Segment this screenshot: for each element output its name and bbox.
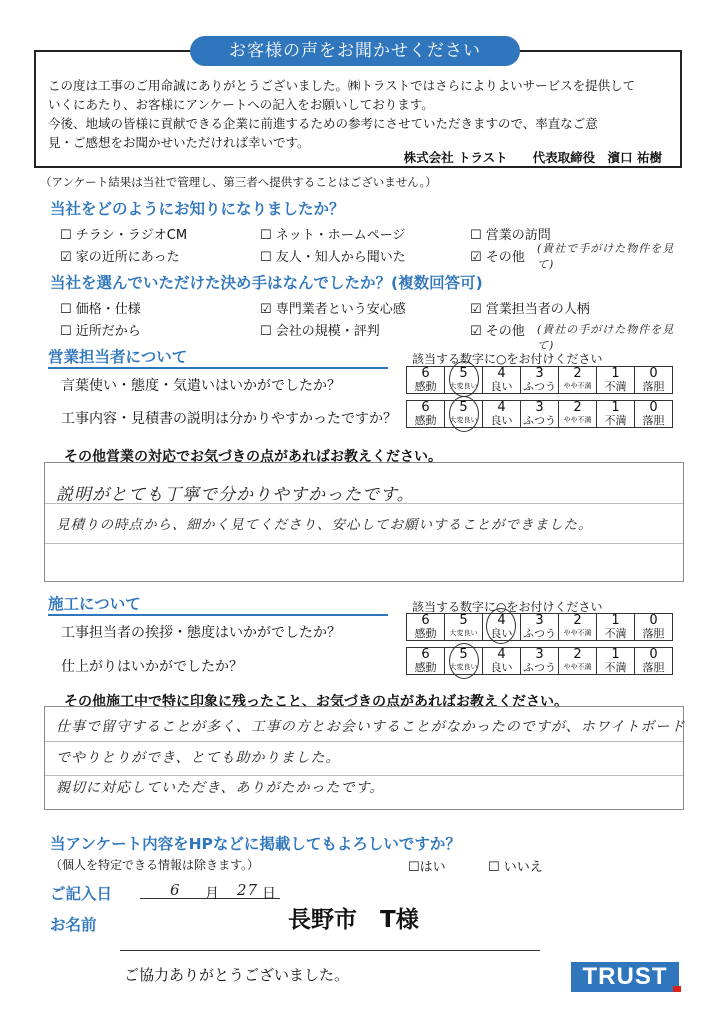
handwritten-comment: でやりとりができ、とても助かりました。 (56, 750, 341, 766)
rating-2[interactable]: 2 やや不満 (559, 401, 597, 428)
intro-text (48, 76, 673, 152)
rating-5[interactable]: 5 大変良い (445, 614, 483, 641)
option-web[interactable]: ☐ ネット・ホームページ (260, 228, 406, 243)
rating-1[interactable]: 1 不満 (597, 367, 635, 394)
rating-0[interactable]: 0 落胆 (635, 648, 673, 675)
question-sales-manner: 言葉使い・態度・気遣いはいかがでしたか？ (61, 378, 341, 394)
checkbox-icon: ☐ (60, 228, 72, 243)
checkbox-icon: ☐ (260, 228, 272, 243)
customer-name: 長野市 T様 (288, 907, 419, 933)
date-label: ご記入日 (50, 885, 113, 903)
rating-1[interactable]: 1 不満 (597, 648, 635, 675)
rating-3[interactable]: 3 ふつう (521, 401, 559, 428)
option-other[interactable]: ☑ その他 (470, 250, 525, 265)
rating-6[interactable]: 6 感動 (407, 401, 445, 428)
rating-table-sales-manner (406, 366, 673, 394)
rating-0[interactable]: 0 落胆 (635, 401, 673, 428)
rating-selected-circle (449, 361, 479, 397)
rating-2[interactable]: 2 やや不満 (559, 648, 597, 675)
intro-line: この度は工事のご用命誠にありがとうございました。㈱トラストではさらによりよいサービスを提供して (48, 78, 636, 93)
date-day-value: 27 (237, 881, 259, 899)
checkbox-icon: ☐ (408, 860, 420, 875)
privacy-note: （アンケート結果は当社で管理し、第三者へ提供することはございません。） (40, 175, 437, 189)
handwritten-comment: 親切に対応していただき、ありがたかったです。 (56, 780, 385, 796)
page-title: お客様の声をお聞かせください (190, 36, 520, 66)
option-reputation[interactable]: ☐ 会社の規模・評判 (260, 324, 380, 339)
rating-2[interactable]: 2 やや不満 (559, 614, 597, 641)
rating-3[interactable]: 3 ふつう (521, 648, 559, 675)
question-deciding-factor: 当社を選んでいただけた決め手はなんでしたか？(複数回答可) (50, 274, 483, 292)
handwritten-other-note: (貴社で手がけた物件を見て) (537, 242, 675, 271)
trust-logo: TRUST (571, 962, 679, 992)
rating-4[interactable]: 4 良い (483, 614, 521, 641)
handwritten-comment: 仕事で留守することが多く、工事の方とお会いすることがなかったのですが、ホワイトボード (56, 719, 686, 735)
rating-5[interactable]: 5 大変良い (445, 648, 483, 675)
question-sales-explain: 工事内容・見積書の説明は分かりやすかったですか？ (61, 411, 397, 427)
checkbox-icon: ☐ (470, 228, 482, 243)
checkbox-icon: ☐ (488, 860, 500, 875)
option-visit[interactable]: ☐ 営業の訪問 (470, 228, 551, 243)
rating-5[interactable]: 5 大変良い (445, 401, 483, 428)
publish-no-option[interactable]: ☐ いいえ (488, 860, 543, 875)
checked-checkbox-icon: ☑ (470, 250, 482, 265)
question-construction-finish: 仕上がりはいかがでしたか？ (61, 659, 243, 675)
date-month-value: 6 (170, 881, 181, 899)
rating-0[interactable]: 0 落胆 (635, 614, 673, 641)
name-underline (120, 950, 540, 951)
thanks-message: ご協力ありがとうございました。 (124, 966, 350, 984)
rating-6[interactable]: 6 感動 (407, 614, 445, 641)
handwritten-comment: 見積りの時点から、細かく見てくださり、安心してお願いすることができました。 (56, 517, 593, 533)
rating-1[interactable]: 1 不満 (597, 401, 635, 428)
signature: 株式会社 トラスト 代表取締役 濱口 祐樹 (403, 150, 662, 165)
intro-line: 見・ご感想をお聞かせいただければ幸いです。 (48, 135, 310, 150)
construction-other-prompt: その他施工中で特に印象に残ったこと、お気づきの点があればお教えください。 (64, 694, 568, 710)
rating-selected-circle (486, 608, 516, 644)
option-price[interactable]: ☐ 価格・仕様 (60, 302, 141, 317)
intro-line: いくにあたり、お客様にアンケートへの記入をお願いしております。 (48, 97, 434, 112)
logo-accent (673, 986, 681, 992)
rating-6[interactable]: 6 感動 (407, 648, 445, 675)
day-unit: 日 (262, 886, 276, 902)
section-sales-title: 営業担当者について (48, 345, 388, 369)
rating-4[interactable]: 4 良い (483, 401, 521, 428)
publish-yes-option[interactable]: ☐はい (408, 860, 446, 875)
rating-table-sales-explain (406, 400, 673, 428)
rating-selected-circle (449, 396, 479, 432)
rating-6[interactable]: 6 感動 (407, 367, 445, 394)
rating-selected-circle (449, 643, 479, 679)
rating-4[interactable]: 4 良い (483, 648, 521, 675)
option-friend[interactable]: ☐ 友人・知人から聞いた (260, 250, 406, 265)
name-label: お名前 (50, 916, 97, 934)
rating-0[interactable]: 0 落胆 (635, 367, 673, 394)
question-construction-manner: 工事担当者の挨拶・態度はいかがでしたか？ (61, 625, 341, 641)
checkbox-icon: ☐ (60, 302, 72, 317)
rating-3[interactable]: 3 ふつう (521, 367, 559, 394)
intro-line: 今後、地域の皆様に貢献できる企業に前進するための参考にさせていただきますので、率直なご意 (48, 116, 598, 131)
rating-instruction: 該当する数字に○をお付けください (412, 352, 603, 366)
checked-checkbox-icon: ☑ (260, 302, 272, 317)
rating-5[interactable]: 5 大変良い (445, 367, 483, 394)
month-unit: 月 (205, 886, 219, 902)
question-how-known: 当社をどのようにお知りになりましたか？ (50, 200, 345, 218)
question-publish: 当アンケート内容をHPなどに掲載してもよろしいですか？ (50, 835, 461, 853)
rating-instruction: 該当する数字に○をお付けください (412, 600, 603, 614)
handwritten-other-note: (貴社の手がけた物件を見て) (537, 323, 675, 352)
option-nearby[interactable]: ☑ 家の近所にあった (60, 250, 180, 265)
rating-4[interactable]: 4 良い (483, 367, 521, 394)
checkbox-icon: ☐ (260, 250, 272, 265)
checked-checkbox-icon: ☑ (60, 250, 72, 265)
rating-3[interactable]: 3 ふつう (521, 614, 559, 641)
rating-table-construction-manner (406, 613, 673, 641)
publish-note: （個人を特定できる情報は除きます。） (50, 858, 260, 872)
option-near[interactable]: ☐ 近所だから (60, 324, 141, 339)
option-other-2[interactable]: ☑ その他 (470, 324, 525, 339)
checked-checkbox-icon: ☑ (470, 302, 482, 317)
checkbox-icon: ☐ (260, 324, 272, 339)
checkbox-icon: ☐ (60, 324, 72, 339)
rating-table-construction-finish (406, 647, 673, 675)
section-construction-title: 施工について (48, 592, 388, 616)
checked-checkbox-icon: ☑ (470, 324, 482, 339)
handwritten-comment: 説明がとても丁寧で分かりやすかったです。 (56, 485, 415, 505)
option-personality[interactable]: ☑ 営業担当者の人柄 (470, 302, 590, 317)
option-specialist[interactable]: ☑ 専門業者という安心感 (260, 302, 406, 317)
sales-other-prompt: その他営業の対応でお気づきの点があればお教えください。 (64, 449, 442, 465)
option-flyer[interactable]: ☐ チラシ・ラジオCM (60, 228, 188, 243)
rating-1[interactable]: 1 不満 (597, 614, 635, 641)
rating-2[interactable]: 2 やや不満 (559, 367, 597, 394)
